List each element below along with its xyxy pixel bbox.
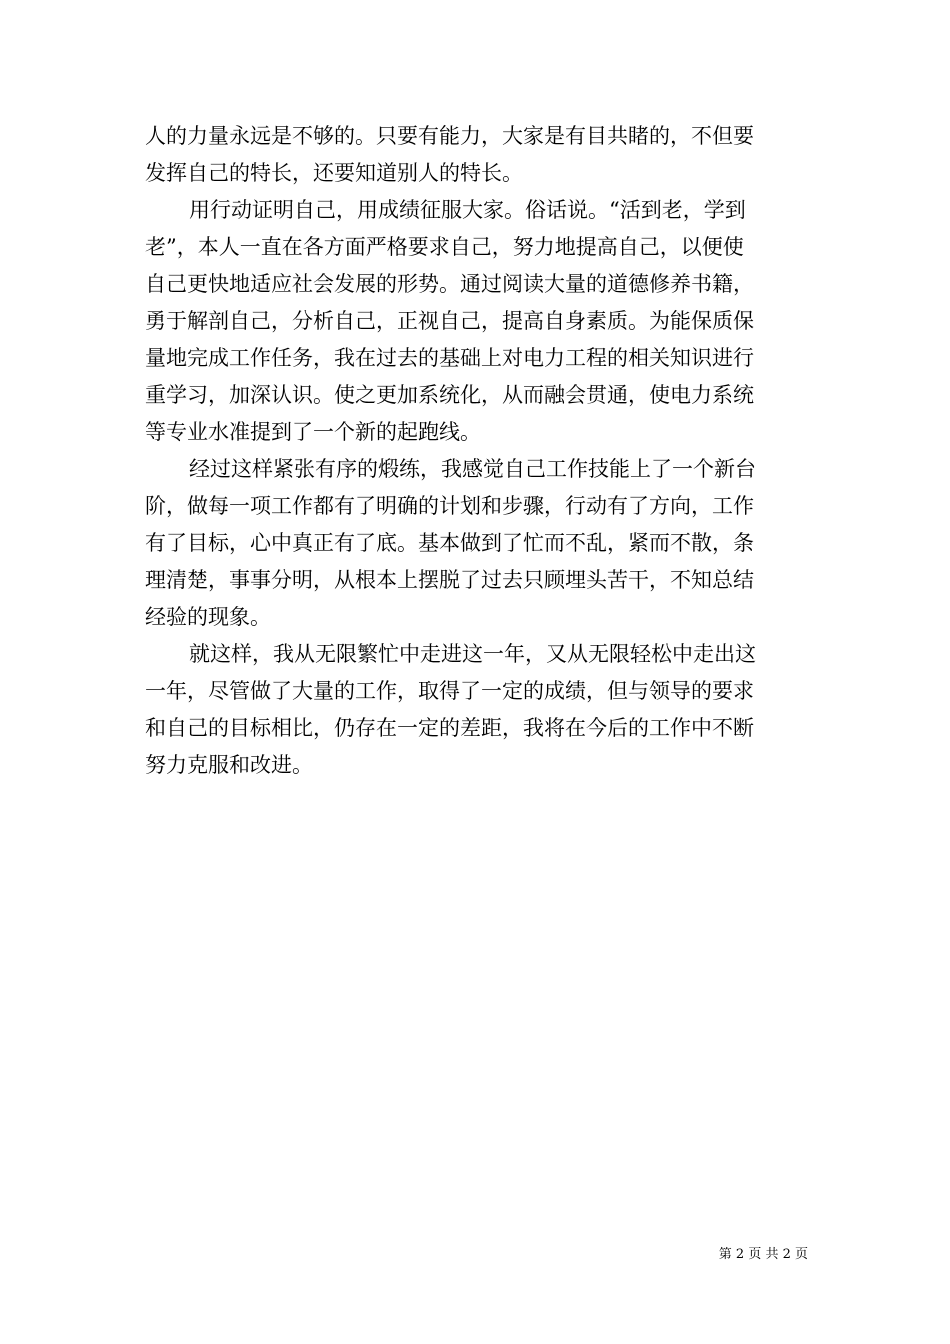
page-number-footer: 第 2 页 共 2 页 (718, 1247, 808, 1262)
text-line: 人的力量永远是不够的。只要有能力，大家是有目共睹的，不但要 (145, 124, 754, 148)
text-line: 勇于解剖自己，分析自己，正视自己，提高自身素质。为能保质保 (145, 309, 754, 333)
text-line: 有了目标，心中真正有了底。基本做到了忙而不乱，紧而不散，条 (145, 531, 754, 555)
text-line: 努力克服和改进。 (145, 753, 313, 777)
paragraph-first-line: 经过这样紧张有序的煅练，我感觉自己工作技能上了一个新台 (189, 457, 756, 481)
text-line: 理清楚，事事分明，从根本上摆脱了过去只顾埋头苦干，不知总结 (145, 568, 754, 592)
text-line: 经验的现象。 (145, 605, 271, 629)
text-line: 老”，本人一直在各方面严格要求自己，努力地提高自己，以便使 (145, 235, 744, 259)
text-line: 自己更快地适应社会发展的形势。通过阅读大量的道德修养书籍， (145, 272, 754, 296)
text-line: 一年，尽管做了大量的工作，取得了一定的成绩，但与领导的要求 (145, 679, 754, 703)
text-line: 阶，做每一项工作都有了明确的计划和步骤，行动有了方向，工作 (145, 494, 754, 518)
text-line: 量地完成工作任务，我在过去的基础上对电力工程的相关知识进行 (145, 346, 754, 370)
text-line: 等专业水准提到了一个新的起跑线。 (145, 420, 481, 444)
text-line: 发挥自己的特长，还要知道别人的特长。 (145, 161, 523, 185)
text-line: 和自己的目标相比，仍存在一定的差距，我将在今后的工作中不断 (145, 716, 754, 740)
paragraph-first-line: 就这样，我从无限繁忙中走进这一年，又从无限轻松中走出这 (189, 642, 756, 666)
text-line: 重学习，加深认识。使之更加系统化，从而融会贯通，使电力系统 (145, 383, 754, 407)
document-body (145, 118, 810, 784)
paragraph-first-line: 用行动证明自己，用成绩征服大家。俗话说。“活到老，学到 (189, 198, 746, 222)
